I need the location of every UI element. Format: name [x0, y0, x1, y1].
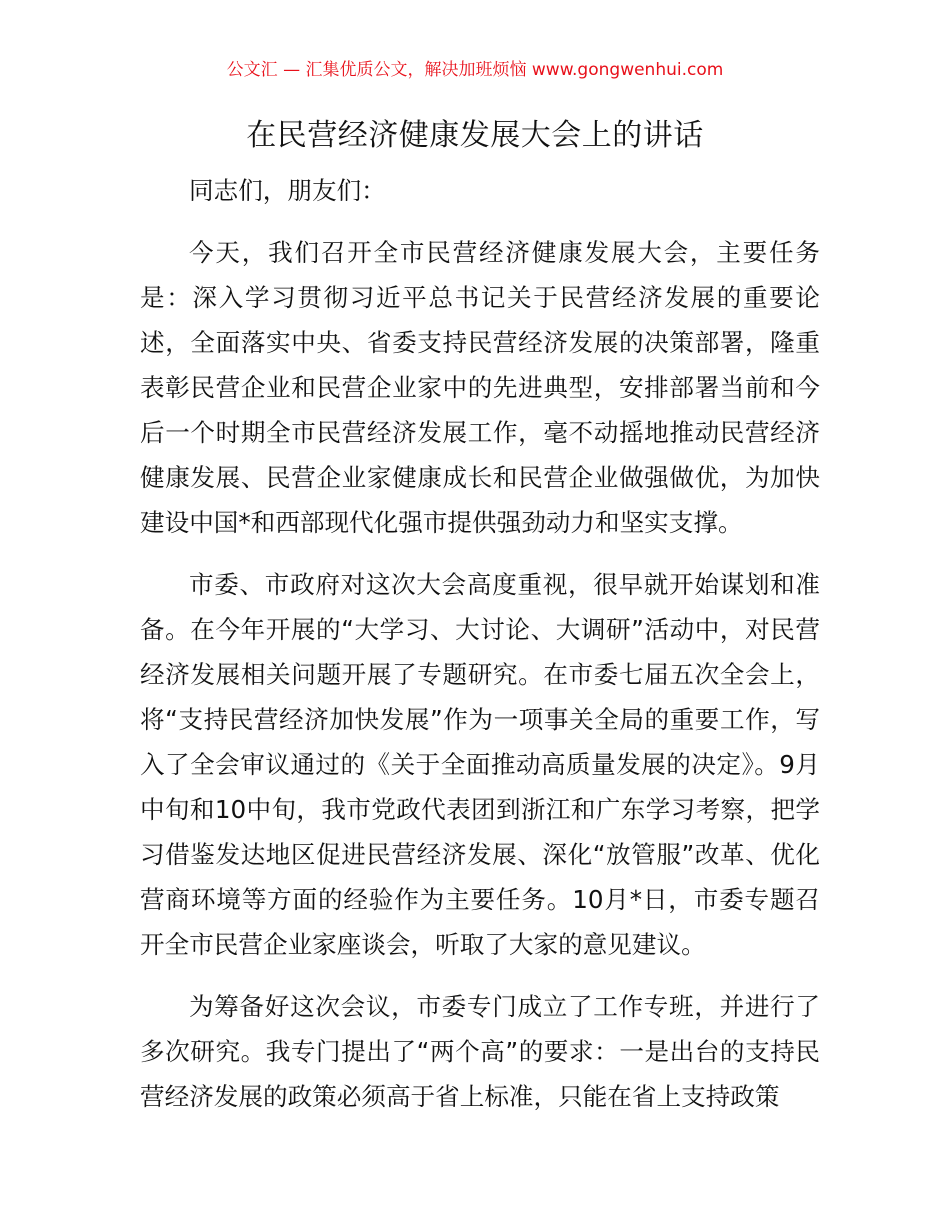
site-banner: 公文汇 — 汇集优质公文，解决加班烦恼 www.gongwenhui.com [226, 60, 724, 80]
paragraph-3: 为筹备好这次会议，市委专门成立了工作专班，并进行了多次研究。我专门提出了“两个高”的要求：一是出台的支持民营经济发展的政策必须高于省上标准，只能在省上支持政策 [140, 992, 820, 1111]
paragraph-1: 今天，我们召开全市民营经济健康发展大会，主要任务是：深入学习贯彻习近平总书记关于民营经济发展的重要论述，全面落实中央、省委支持民营经济发展的决策部署，隆重表彰民营企业和民营企业家中的先进典型，安排部署当前和今后一个时期全市民营经济发展工作，毫不动摇地推动民营经济健康发展、民营企业家健康成长和民营企业做强做优，为加快建设中国*和西部现代化强市提供强劲动力和坚实支撑。 [140, 238, 820, 537]
paragraph-2: 市委、市政府对这次大会高度重视，很早就开始谋划和准备。在今年开展的“大学习、大讨论、大调研”活动中，对民营经济发展相关问题开展了专题研究。在市委七届五次全会上，将“支持民营经济加快发展”作为一项事关全局的重要工作，写入了全会审议通过的《关于全面推动高质量发展的决定》。9月中旬和10中旬，我市党政代表团到浙江和广东学习考察，把学习借鉴发达地区促进民营经济发展、深化“放管服”改革、优化营商环境等方面的经验作为主要任务。10月*日，市委专题召开全市民营企业家座谈会，听取了大家的意见建议。 [140, 570, 820, 959]
salutation: 同志们，朋友们： [189, 176, 386, 205]
document-body [140, 168, 820, 1119]
document-title: 在民营经济健康发展大会上的讲话 [246, 118, 704, 153]
